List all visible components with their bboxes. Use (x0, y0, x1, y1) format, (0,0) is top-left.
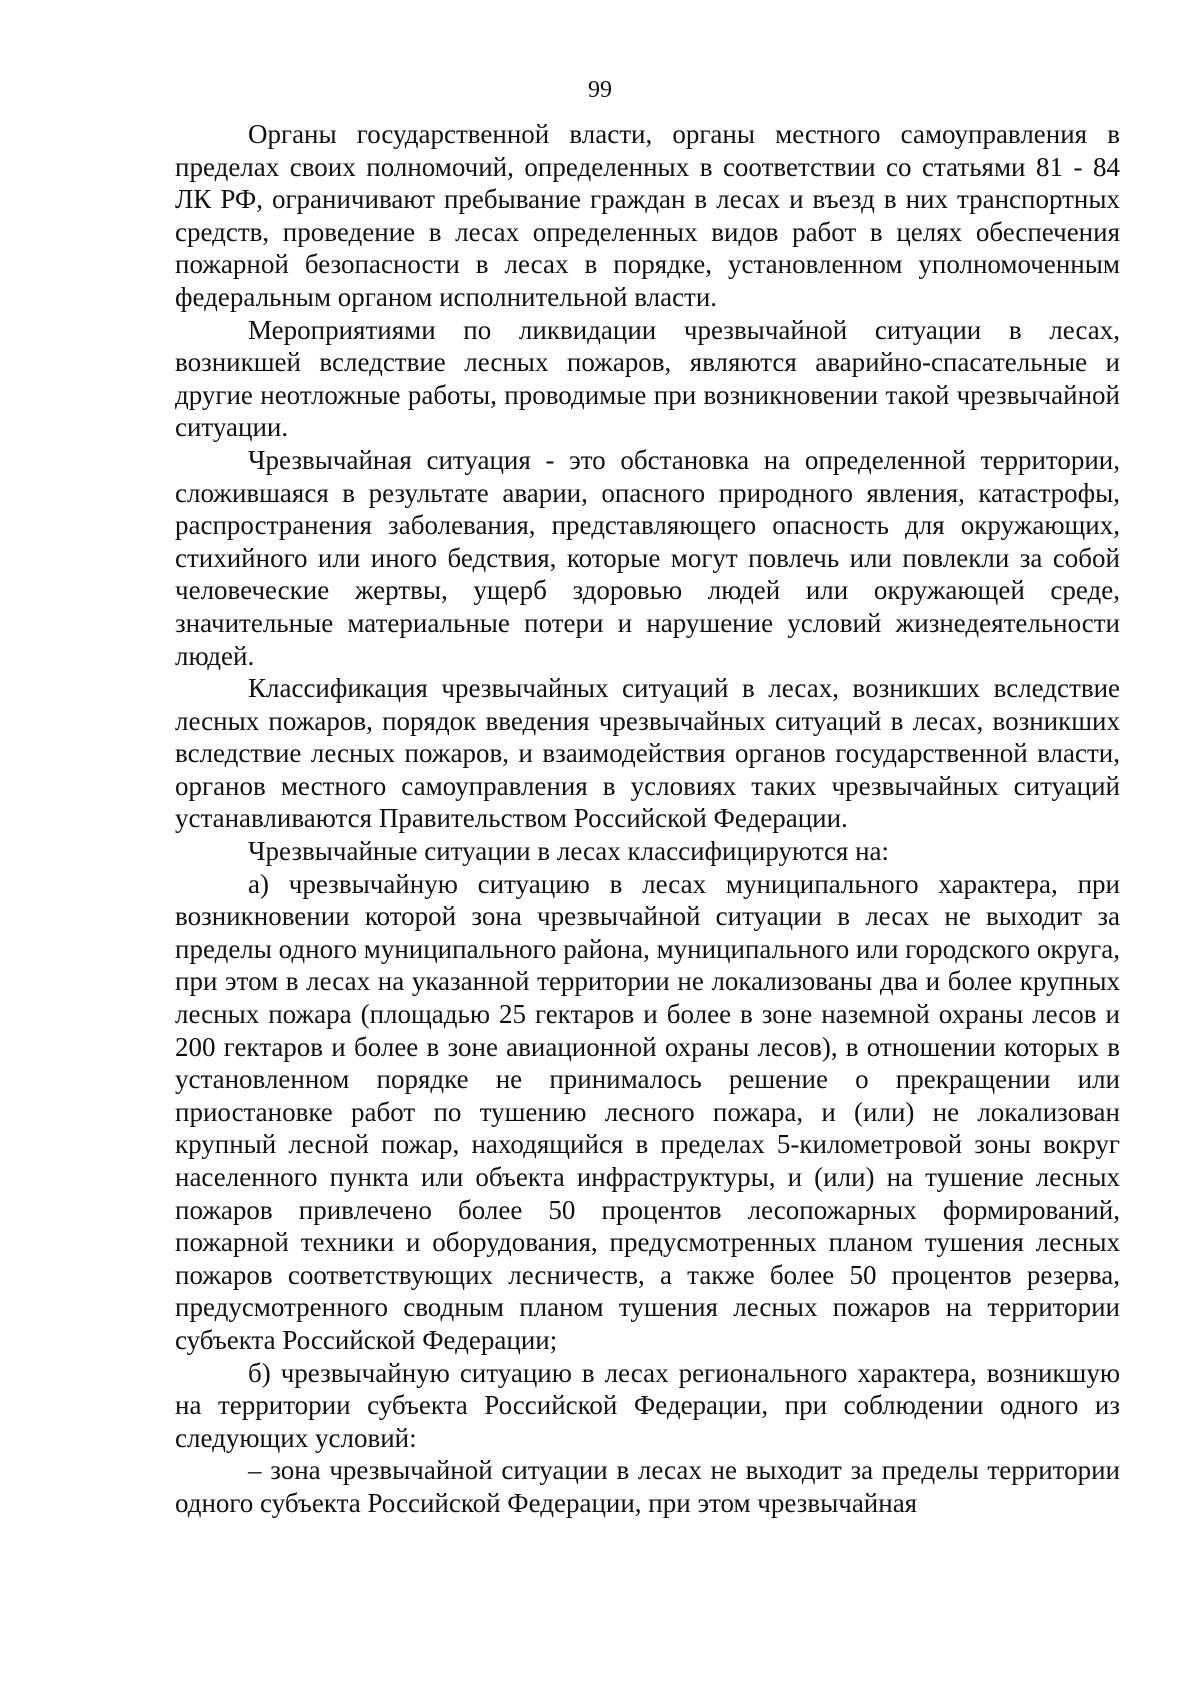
paragraph-emergency-measures: Мероприятиями по ликвидации чрезвычайной ситуации в лесах, возникшей вследствие лесных пожаров, являются аварийно-спасательные и другие неотложные работы, проводимые при возникновении такой чрезвычайной ситуации. (175, 314, 1120, 443)
list-item-regional: б) чрезвычайную ситуацию в лесах регионального характера, возникшую на территории субъекта Российской Федерации, при соблюдении одного из следующих условий: (175, 1357, 1120, 1453)
paragraph-classification-order: Классификация чрезвычайных ситуаций в лесах, возникших вследствие лесных пожаров, порядок введения чрезвычайных ситуаций в лесах, возникших вследствие лесных пожаров, и взаимодействия органов государственной власти, органов местного самоуправления в условиях таких чрезвычайных ситуаций устанавливаются Правительством Российской Федерации. (175, 673, 1120, 834)
paragraph-classification-intro: Чрезвычайные ситуации в лесах классифицируются на: (248, 836, 890, 867)
document-body (175, 118, 1120, 1520)
paragraph-authorities-restrictions: Органы государственной власти, органы местного самоуправления в пределах своих полномочий, определенных в соответствии со статьями 81 - 84 ЛК РФ, ограничивают пребывание граждан в лесах и въезд в них транспортных средств, проведение в лесах определенных видов работ в целях обеспечения пожарной безопасности в лесах в порядке, установленном уполномоченным федеральным органом исполнительной власти. (175, 119, 1120, 312)
list-item-municipal: а) чрезвычайную ситуацию в лесах муниципального характера, при возникновении которой зона чрезвычайной ситуации в лесах не выходит за пределы одного муниципального района, муниципального или городского округа, при этом в лесах на указанной территории не локализованы два и более крупных лесных пожара (площадью 25 гектаров и более в зоне наземной охраны лесов и 200 гектаров и более в зоне авиационной охраны лесов), в отношении которых в установленном порядке не принималось решение о прекращении или приостановке работ по тушению лесного пожара, и (или) не локализован крупный лесной пожар, находящийся в пределах 5-километровой зоны вокруг населенного пункта или объекта инфраструктуры, и (или) на тушение лесных пожаров привлечено более 50 процентов лесопожарных формирований, пожарной техники и оборудования, предусмотренных планом тушения лесных пожаров соответствующих лесничеств, а также более 50 процентов резерва, предусмотренного сводным планом тушения лесных пожаров на территории субъекта Российской Федерации; (175, 868, 1120, 1355)
page-number: 99 (588, 77, 612, 103)
list-item-regional-condition: – зона чрезвычайной ситуации в лесах не выходит за пределы территории одного субъекта Российской Федерации, при этом чрезвычайная (175, 1455, 1120, 1518)
paragraph-emergency-definition: Чрезвычайная ситуация - это обстановка на определенной территории, сложившаяся в результате аварии, опасного природного явления, катастрофы, распространения заболевания, представляющего опасность для окружающих, стихийного или иного бедствия, которые могут повлечь или повлекли за собой человеческие жертвы, ущерб здоровью людей или окружающей среде, значительные материальные потери и нарушение условий жизнедеятельности людей. (175, 444, 1120, 671)
